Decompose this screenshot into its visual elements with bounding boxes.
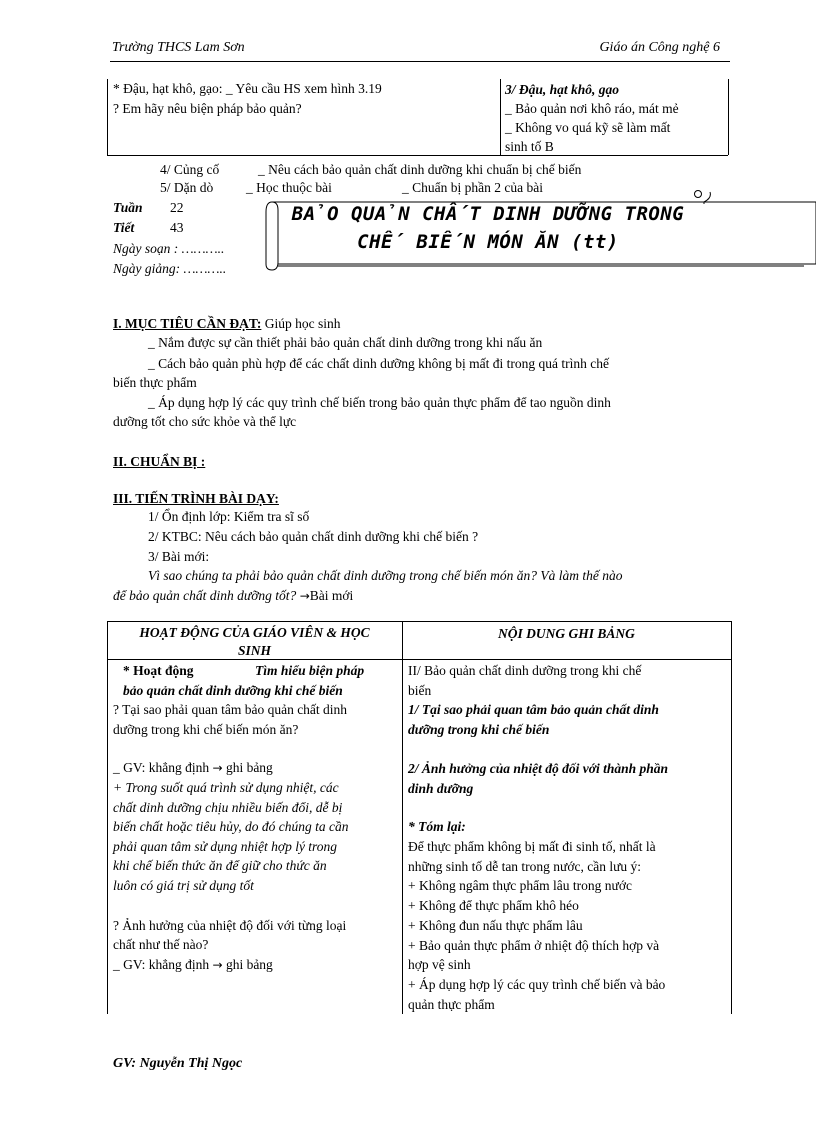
main-table-left-border (107, 621, 108, 1014)
top-table-right-cell (505, 80, 679, 156)
period-label: Tiết (113, 220, 135, 235)
homework-text-2: _ Chuẩn bị phần 2 của bài (402, 180, 543, 195)
section1-heading: I. MỤC TIÊU CẦN ĐẠT: (113, 316, 262, 331)
subheading-2-line-1: 2/ Ảnh hưởng của nhiệt độ đối với thành phần (408, 761, 669, 776)
question-2-line-1: ? Ảnh hưởng của nhiệt độ đối với từng loại (113, 918, 347, 933)
col1-header-line-2: SINH (237, 643, 271, 658)
question-2-line-2: chất như thế nào? (113, 937, 209, 952)
objective-1: _ Nắm được sự cần thiết phải bảo quản chất dinh dưỡng trong khi nấu ăn (148, 335, 543, 350)
summary-line-7: hợp vệ sinh (408, 957, 471, 973)
step-3: 3/ Bài mới: (148, 549, 210, 564)
teach-date: Ngày giảng: ……….. (113, 261, 227, 276)
footer-teacher: GV: Nguyễn Thị Ngọc (113, 1056, 243, 1071)
consolidation-text: _ Nêu cách bảo quản chất dinh dưỡng khi chuẩn bị chế biến (258, 162, 582, 177)
header-school: Trường THCS Lam Sơn (112, 40, 245, 55)
activity-title-1: Tìm hiểu biện pháp (255, 663, 365, 678)
gv-affirm-2-board: ghi bảng (225, 957, 273, 972)
note-line-6: luôn có giá trị sử dụng tốt (113, 877, 254, 893)
lead-question-1: Vì sao chúng ta phải bảo quản chất dinh dưỡng trong chế biến món ăn? Và làm thế nào (148, 568, 623, 583)
top-table-left-cell (113, 79, 382, 118)
gv-affirm-2: _ GV: khẳng định (113, 957, 210, 972)
top-right-line-1: _ Bảo quản nơi khô ráo, mát mẻ (505, 101, 679, 116)
explanation-note (113, 778, 348, 895)
objective-2: _ Cách bảo quản phù hợp để các chất dinh dưỡng không bị mất đi trong quá trình chế (148, 356, 609, 371)
summary-line-2: những sinh tố dễ tan trong nước, cần lưu ý: (408, 858, 642, 874)
section2-heading: II. CHUẨN BỊ : (113, 454, 206, 469)
top-right-line-2: _ Không vo quá kỹ sẽ làm mất (505, 120, 671, 135)
objective-3-cont: dưỡng tốt cho sức khỏe và thể lực (113, 414, 297, 429)
objective-3: _ Áp dụng hợp lý các quy trình chế biến trong bảo quản thực phẩm để tao nguồn dinh (148, 395, 611, 410)
subheading-2-line-2: dinh dưỡng (408, 781, 474, 796)
gv-affirm-1-board: ghi bảng (225, 760, 273, 775)
gv-affirm-2-line (113, 956, 273, 974)
week-label: Tuần (113, 200, 143, 215)
main-table-top-border (107, 621, 732, 622)
lead-question-2: để bảo quản chất dinh dưỡng tốt? (113, 588, 297, 603)
top-table-right-border (728, 79, 729, 155)
arrow-right-icon: → (212, 958, 223, 972)
top-table-divider (500, 79, 501, 155)
note-line-4: phải quan tâm sử dụng nhiệt hợp lý trong (113, 838, 338, 854)
question-1-line-1: ? Tại sao phải quan tâm bảo quản chất dinh (113, 702, 348, 717)
top-right-title: 3/ Đậu, hạt khô, gạo (505, 82, 620, 97)
section3-heading: III. TIẾN TRÌNH BÀI DẠY: (113, 491, 279, 506)
note-line-2: chất dinh dưỡng chịu nhiều biến đổi, dễ bị (113, 799, 343, 815)
arrow-right-icon: → (299, 589, 310, 603)
prep-date: Ngày soạn : ……….. (113, 241, 225, 256)
top-left-line-2: ? Em hãy nêu biện pháp bảo quản? (113, 100, 302, 116)
col1-header (107, 624, 402, 660)
summary-line-3: + Không ngâm thực phẩm lâu trong nước (408, 878, 632, 894)
lesson-title-line-2: CHẾ BIẾN MÓN ĂN (tt) (357, 231, 619, 253)
summary-line-5: + Không đun nấu thực phẩm lâu (408, 917, 583, 933)
main-table-right-border (731, 621, 732, 1014)
step-1: 1/ Ổn định lớp: Kiểm tra sĩ số (148, 509, 310, 524)
section1-intro: Giúp học sinh (264, 316, 341, 331)
content-heading-1: II/ Bảo quản chất dinh dưỡng trong khi chế (408, 663, 642, 678)
objective-2-cont: biến thực phẩm (113, 375, 197, 390)
activity-label: * Hoạt động (123, 663, 194, 678)
subheading-1-line-2: dưỡng trong khi chế biến (408, 722, 550, 737)
activity-title-2: bảo quản chất dinh dưỡng khi chế biến (123, 683, 343, 698)
note-line-1: + Trong suốt quá trình sử dụng nhiệt, các (113, 780, 339, 795)
arrow-right-icon: → (212, 761, 223, 775)
note-line-3: biến chất hoặc tiêu hủy, do đó chúng ta cần (113, 819, 349, 834)
content-heading-2: biến (408, 683, 432, 698)
note-line-5: khi chế biến thức ăn để giữ cho thức ăn (113, 858, 327, 873)
top-left-line-1: * Đậu, hạt khô, gạo: _ Yêu cầu HS xem hình 3.19 (113, 81, 382, 96)
summary-label: * Tóm lại: (408, 819, 466, 834)
consolidation-label: 4/ Củng cố (160, 162, 220, 177)
col2-header: NỘI DUNG GHI BẢNG (498, 626, 635, 641)
week-value: 22 (170, 200, 184, 215)
lead-question-2-line (113, 587, 353, 605)
summary-line-4: + Không để thực phẩm khô héo (408, 898, 579, 914)
homework-label: 5/ Dặn dò (160, 180, 214, 195)
header-rule (110, 61, 730, 62)
gv-affirm-1-line (113, 759, 273, 777)
main-table-divider (402, 621, 403, 1014)
homework-text-1: _ Học thuộc bài (246, 180, 332, 195)
summary-list (408, 837, 665, 1014)
top-table-left-border (107, 79, 108, 155)
header-subject: Giáo án Công nghệ 6 (599, 40, 720, 55)
summary-line-1: Để thực phẩm không bị mất đi sinh tố, nhất là (408, 839, 656, 854)
summary-line-8: + Áp dụng hợp lý các quy trình chế biến và bảo (408, 976, 666, 992)
lesson-title-line-1: BẢO QUẢN CHẤT DINH DƯỠNG TRONG (291, 203, 685, 225)
summary-line-9: quản thực phẩm (408, 996, 495, 1012)
col1-header-line-1: HOẠT ĐỘNG CỦA GIÁO VIÊN & HỌC (139, 625, 370, 640)
gv-affirm-1: _ GV: khẳng định (113, 760, 210, 775)
step-2: 2/ KTBC: Nêu cách bảo quản chất dinh dưỡng khi chế biến ? (148, 529, 479, 544)
top-right-line-3: sinh tố B (505, 139, 554, 154)
summary-line-6: + Bảo quản thực phẩm ở nhiệt độ thích hợp và (408, 937, 660, 953)
new-lesson: Bài mới (309, 588, 354, 603)
subheading-1-line-1: 1/ Tại sao phải quan tâm bảo quản chất dinh (408, 702, 659, 717)
question-1-line-2: dưỡng trong khi chế biến món ăn? (113, 722, 299, 737)
period-value: 43 (170, 220, 184, 235)
section1-heading-line (113, 315, 341, 333)
